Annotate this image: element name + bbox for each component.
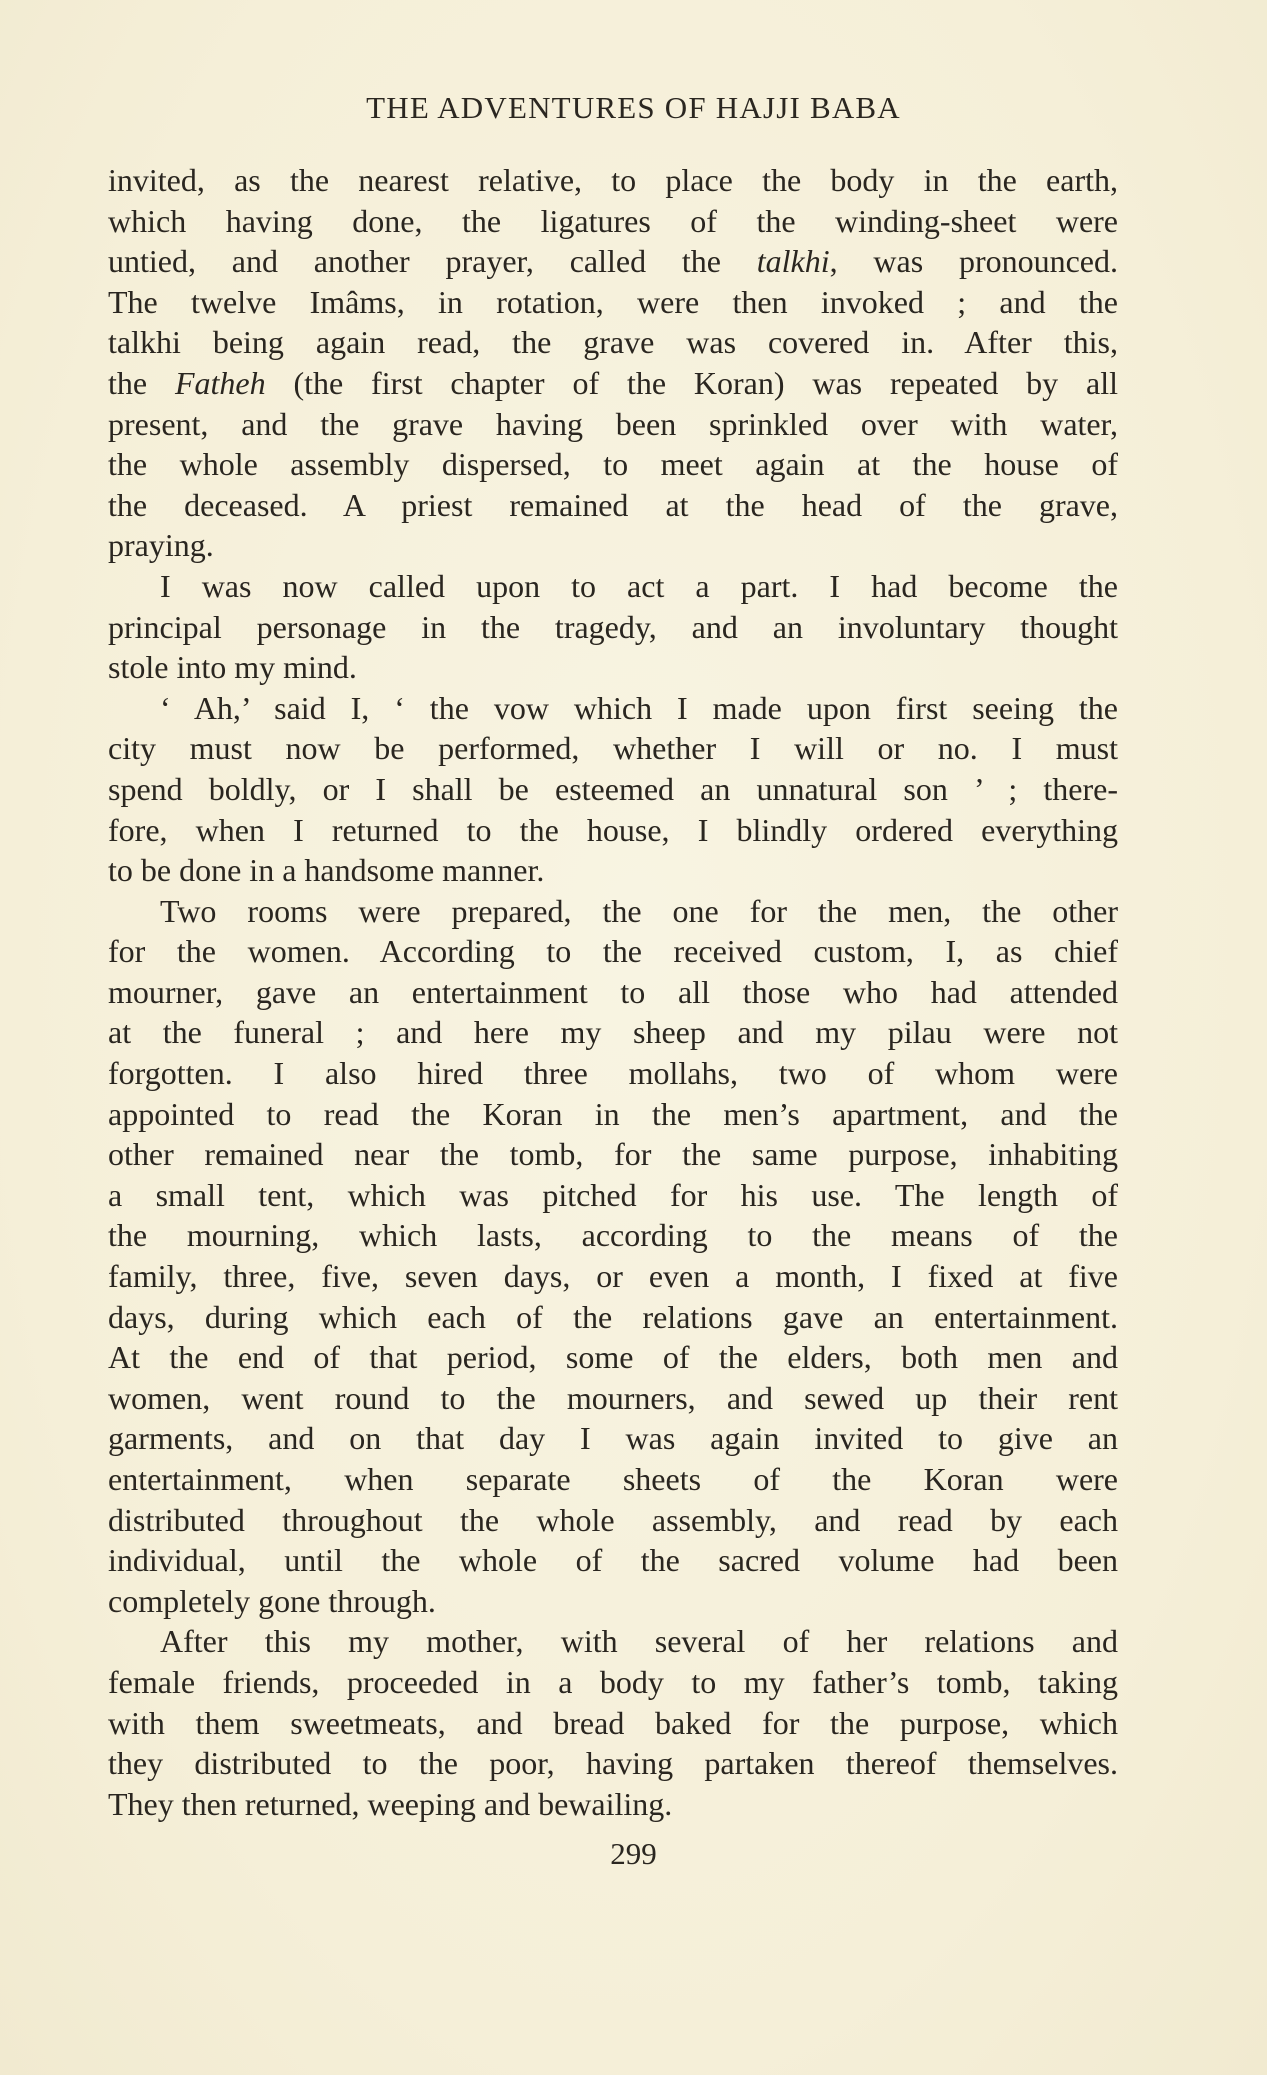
text-run: the [108,364,175,401]
text-line: Two rooms were prepared, the one for the men, the other [160,892,1118,929]
running-head: THE ADVENTURES OF HAJJI BABA [366,90,901,125]
text-line: the deceased. A priest remained at the head of the grave, [108,486,1118,523]
text-run: (the first chapter of the Koran) was repeated by all [265,364,1118,401]
text-line: The twelve Imâms, in rotation, were then invoked ; and the [108,283,1118,320]
text-line: the mourning, which lasts, according to the means of the [108,1217,1118,1254]
text-line: present, and the grave having been sprinkled over with water, [108,405,1118,442]
text-line: mourner, gave an entertainment to all those who had attended [108,973,1118,1010]
text-line: completely gone through. [108,1582,436,1619]
text-line: At the end of that period, some of the elders, both men and [108,1339,1118,1376]
text-line: city must now be performed, whether I will or no. I must [108,730,1118,767]
text-line: appointed to read the Koran in the men’s apartment, and the [108,1095,1118,1132]
body-text [108,160,1118,1824]
text-run: , was pronounced. [829,243,1118,280]
text-line: other remained near the tomb, for the same purpose, inhabiting [108,1136,1118,1173]
text-line: which having done, the ligatures of the winding-sheet were [108,202,1118,239]
text-line: at the funeral ; and here my sheep and my pilau were not [108,1014,1118,1051]
italic-term: talkhi [756,243,830,280]
text-run: untied, and another prayer, called the [108,243,757,280]
text-line [108,241,1118,282]
text-line: spend boldly, or I shall be esteemed an unnatural son ’ ; there- [108,770,1118,807]
text-line: a small tent, which was pitched for his use. The length of [108,1176,1118,1213]
text-line: After this my mother, with several of her relations and [160,1623,1118,1660]
text-line: invited, as the nearest relative, to place the body in the earth, [108,162,1118,198]
text-line: with them sweetmeats, and bread baked for the purpose, which [108,1704,1118,1741]
text-line: women, went round to the mourners, and sewed up their rent [108,1379,1118,1416]
text-line: praying. [108,527,214,564]
text-line: forgotten. I also hired three mollahs, two of whom were [108,1055,1118,1092]
text-line: fore, when I returned to the house, I blindly ordered everything [108,811,1118,848]
text-line: the whole assembly dispersed, to meet again at the house of [108,446,1118,483]
text-line: ‘ Ah,’ said I, ‘ the vow which I made upon first seeing the [160,689,1118,726]
text-line: principal personage in the tragedy, and an involuntary thought [108,608,1118,645]
italic-term: Fatheh [174,364,266,401]
text-line [108,363,1118,404]
text-line: they distributed to the poor, having partaken thereof themselves. [108,1745,1118,1782]
text-line: talkhi being again read, the grave was covered in. After this, [108,324,1118,361]
text-line: days, during which each of the relations gave an entertainment. [108,1298,1118,1335]
text-line: I was now called upon to act a part. I had become the [160,567,1118,604]
text-line: for the women. According to the received custom, I, as chief [108,933,1118,970]
text-line: family, three, five, seven days, or even a month, I fixed at five [108,1258,1118,1295]
text-line: distributed throughout the whole assembly, and read by each [108,1501,1118,1538]
text-line: stole into my mind. [108,649,357,686]
text-line: They then returned, weeping and bewailing. [108,1785,673,1822]
text-line: to be done in a handsome manner. [108,852,545,889]
text-line: entertainment, when separate sheets of the Koran were [108,1461,1118,1497]
text-line: individual, until the whole of the sacred volume had been [108,1542,1118,1579]
page-number: 299 [610,1836,657,1871]
text-line: garments, and on that day I was again invited to give an [108,1420,1118,1457]
text-line: female friends, proceeded in a body to my father’s tomb, taking [108,1663,1118,1700]
